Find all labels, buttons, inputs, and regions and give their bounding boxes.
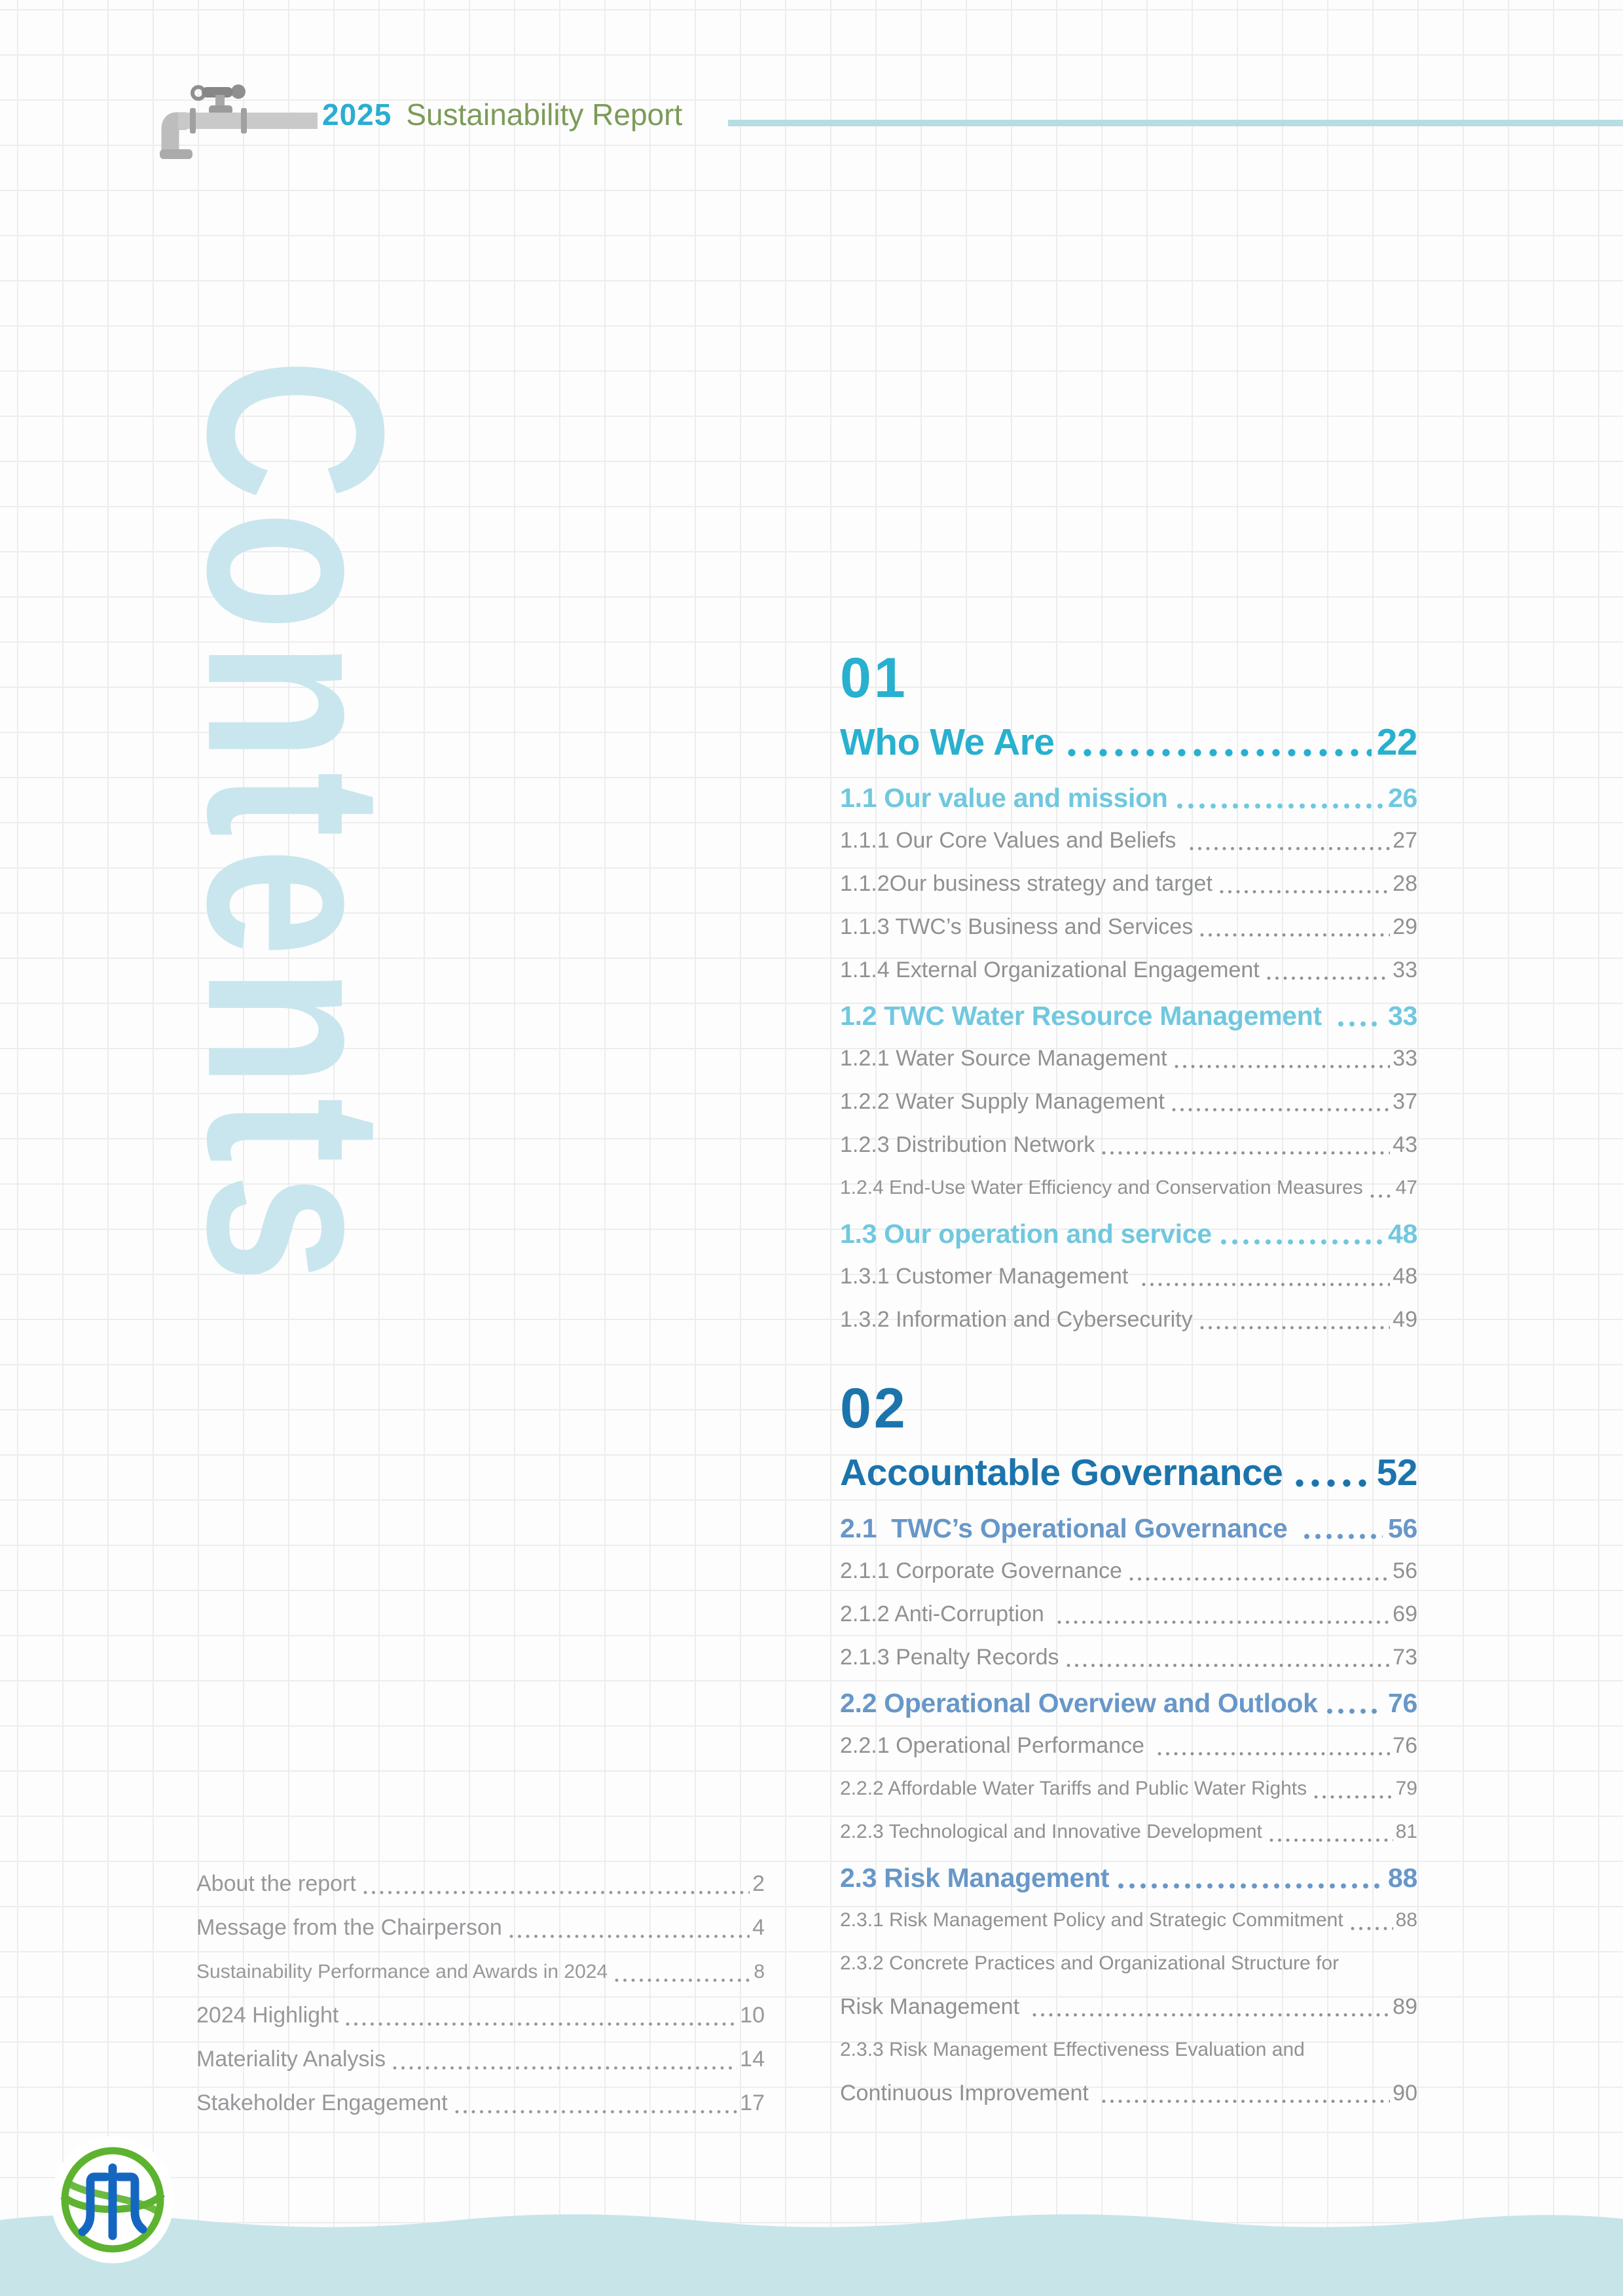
toc-entry-page-number: 48 [1387,1219,1417,1249]
dot-leader [1265,975,1390,981]
toc-entry-page-number: 88 [1387,1863,1417,1893]
dot-leader [1100,2098,1390,2104]
dot-leader [1292,1479,1371,1488]
dot-leader [1064,748,1372,757]
chapter-page-number: 22 [1376,721,1417,763]
toc-entry-page-number: 76 [1393,1733,1417,1758]
dot-leader [1100,1150,1390,1156]
dot-leader [1188,846,1390,852]
toc-entry-row[interactable] [840,1549,1417,1592]
toc-entry-row[interactable] [840,1255,1417,1298]
toc-entry-page-number: 56 [1393,1558,1417,1583]
toc-entry-label: 2.3.1 Risk Management Policy and Strategic Commitment [840,1909,1343,1931]
dot-leader [1349,1926,1393,1931]
toc-entry-page-number: 8 [754,1961,765,1982]
toc-entry-label: Materiality Analysis [196,2047,386,2072]
dot-leader [1175,802,1383,810]
toc-entry-label: 1.1.2Our business strategy and target [840,871,1213,896]
dot-leader [1173,1064,1391,1069]
chapter-title: Who We Are [840,721,1055,763]
toc-entry-page-number: 27 [1393,828,1417,853]
dot-leader [1140,1282,1390,1287]
dot-leader [1218,1238,1383,1246]
toc-entry-label: 1.2.3 Distribution Network [840,1132,1095,1157]
toc-entry-label: 1.1.1 Our Core Values and Beliefs [840,828,1182,853]
toc-entry-page-number: 43 [1393,1132,1417,1157]
toc-entry-row[interactable] [840,2028,1417,2072]
toc-entry-row[interactable] [840,948,1417,992]
toc-entry-row[interactable] [196,1950,765,1994]
toc-entry-page-number: 49 [1393,1307,1417,1332]
report-header [322,99,682,130]
toc-entry-label: 2024 Highlight [196,2003,339,2028]
chapter-01-block [840,647,1417,1341]
toc-entry-page-number: 10 [740,2003,765,2028]
toc-entry-label: Continuous Improvement [840,2081,1095,2106]
toc-entry-row[interactable] [840,1080,1417,1123]
dot-leader [391,2065,737,2071]
toc-entry-label: 1.3 Our operation and service [840,1219,1212,1249]
dot-leader [1198,932,1390,938]
toc-entry-page-number: 69 [1393,1602,1417,1626]
toc-entry-page-number: 73 [1393,1645,1417,1670]
toc-entry-label: 1.2.2 Water Supply Management [840,1089,1165,1114]
toc-entry-row[interactable] [196,1862,765,1906]
toc-entry-page-number: 89 [1393,1994,1417,2019]
chapter-01-entries [840,777,1417,1341]
toc-entry-label: Message from the Chairperson [196,1915,502,1940]
toc-entry-page-number: 48 [1393,1264,1417,1289]
toc-entry-row[interactable] [840,995,1417,1037]
toc-entry-label: 1.2 TWC Water Resource Management [840,1001,1329,1031]
toc-entry-row[interactable] [840,1682,1417,1724]
chapter-number: 02 [840,1377,908,1440]
toc-entry-label: 2.1.3 Penalty Records [840,1645,1059,1670]
dot-leader [1055,1619,1390,1625]
toc-entry-label: 2.3.2 Concrete Practices and Organizational Structure for [840,1952,1340,1974]
dot-leader [453,2109,737,2115]
dot-leader [344,2021,737,2027]
toc-entry-row[interactable] [840,1810,1417,1854]
dot-leader [1116,1882,1383,1890]
toc-entry-row[interactable] [840,819,1417,862]
toc-entry-page-number: 29 [1393,914,1417,939]
water-company-logo [48,2135,177,2266]
toc-entry-row[interactable] [840,1857,1417,1899]
toc-entry-label: Risk Management [840,1994,1026,2019]
toc-entry-label: 2.2.3 Technological and Innovative Development [840,1821,1262,1842]
toc-entry-label: 1.1.4 External Organizational Engagement [840,958,1260,982]
toc-entry-page-number: 33 [1393,958,1417,982]
dot-leader [1156,1751,1390,1757]
header-rule-line [728,120,1623,126]
toc-entry-label: 2.2.1 Operational Performance [840,1733,1151,1758]
toc-entry-row[interactable] [840,1899,1417,1942]
toc-entry-row[interactable] [840,905,1417,948]
toc-entry-row[interactable] [196,1994,765,2037]
toc-entry-row[interactable] [840,1724,1417,1767]
toc-front-matter-column [196,1862,765,2125]
toc-entry-label: 2.1 TWC’s Operational Governance [840,1513,1295,1543]
toc-entry-row[interactable] [196,2081,765,2125]
toc-entry-page-number: 47 [1395,1177,1417,1198]
toc-entry-row[interactable] [840,2072,1417,2115]
toc-entry-page-number: 28 [1393,871,1417,896]
dot-leader [361,1890,750,1895]
dot-leader [1170,1107,1390,1113]
toc-entry-page-number: 33 [1387,1001,1417,1031]
report-title: Sustainability Report [406,98,683,132]
toc-entry-page-number: 90 [1393,2081,1417,2106]
bottom-wave-decoration [0,2204,1623,2296]
toc-entry-label: 2.1.2 Anti-Corruption [840,1602,1051,1626]
chapter-title-row[interactable] [840,717,1417,768]
toc-entry-label: 1.3.2 Information and Cybersecurity [840,1307,1193,1332]
toc-entry-page-number: 81 [1395,1821,1417,1842]
toc-entry-row[interactable] [840,1507,1417,1549]
toc-entry-label: 1.2.4 End-Use Water Efficiency and Conservation Measures [840,1177,1363,1198]
toc-entry-row[interactable] [840,862,1417,905]
chapter-02-block [840,1377,1417,2115]
dot-leader [1198,1325,1391,1331]
chapter-title: Accountable Governance [840,1452,1283,1494]
toc-entry-row[interactable] [840,1942,1417,1985]
dot-leader [1336,1020,1383,1028]
toc-entry-row[interactable] [840,1166,1417,1210]
dot-leader [1127,1576,1390,1582]
dot-leader [1368,1193,1393,1199]
toc-entry-label: 1.2.1 Water Source Management [840,1046,1167,1071]
toc-entry-row[interactable] [840,1037,1417,1080]
toc-entry-row[interactable] [840,1123,1417,1166]
toc-entry-label: 2.2 Operational Overview and Outlook [840,1688,1318,1718]
chapter-title-row[interactable] [840,1447,1417,1498]
toc-entry-page-number: 4 [752,1915,765,1940]
chapter-page-number: 52 [1376,1452,1417,1494]
toc-entry-page-number: 26 [1387,783,1417,813]
toc-entry-label: 2.2.2 Affordable Water Tariffs and Public Water Rights [840,1778,1307,1799]
dot-leader [1312,1794,1393,1800]
toc-entry-page-number: 17 [740,2090,765,2115]
toc-entry-page-number: 14 [740,2047,765,2072]
faucet-handle-knob [231,84,246,99]
report-year: 2025 [322,98,392,132]
chapter-number: 01 [840,647,908,709]
toc-entry-row[interactable] [840,1767,1417,1810]
toc-entry-page-number: 37 [1393,1089,1417,1114]
chapter-02-entries [840,1507,1417,2115]
toc-entry-label: 2.3.3 Risk Management Effectiveness Evaluation and [840,2039,1305,2060]
toc-entry-row[interactable] [840,1636,1417,1679]
dot-leader [1030,2012,1390,2018]
toc-entry-row[interactable] [840,1298,1417,1341]
toc-entry-label: About the report [196,1871,356,1896]
toc-entry-label: 1.1.3 TWC’s Business and Services [840,914,1194,939]
toc-entry-page-number: 33 [1393,1046,1417,1071]
dot-leader [1218,889,1390,895]
toc-entry-page-number: 88 [1395,1909,1417,1931]
toc-entry-label: 1.3.1 Customer Management [840,1264,1135,1289]
dot-leader [1267,1837,1393,1843]
toc-entry-row[interactable] [840,1985,1417,2028]
dot-leader [1065,1662,1391,1668]
toc-entry-row[interactable] [840,1213,1417,1255]
toc-entry-label: 1.1 Our value and mission [840,783,1168,813]
dot-leader [1324,1708,1383,1715]
toc-entry-page-number: 2 [752,1871,765,1896]
toc-entry-label: 2.3 Risk Management [840,1863,1110,1893]
toc-entry-page-number: 56 [1387,1513,1417,1543]
faucet-icon [157,82,318,164]
dot-leader [1302,1533,1383,1540]
dot-leader [613,1977,751,1983]
toc-main-column [840,647,1417,2115]
toc-entry-page-number: 79 [1395,1778,1417,1799]
toc-entry-label: 2.1.1 Corporate Governance [840,1558,1122,1583]
toc-entry-row[interactable] [196,2037,765,2081]
toc-entry-label: Stakeholder Engagement [196,2090,448,2115]
toc-entry-row[interactable] [840,1592,1417,1636]
toc-entry-label: Sustainability Performance and Awards in 2024 [196,1961,608,1982]
toc-entry-row[interactable] [840,777,1417,819]
dot-leader [507,1933,750,1939]
contents-watermark-title: Contents [155,359,437,1293]
toc-entry-page-number: 76 [1387,1688,1417,1718]
toc-entry-row[interactable] [196,1906,765,1950]
